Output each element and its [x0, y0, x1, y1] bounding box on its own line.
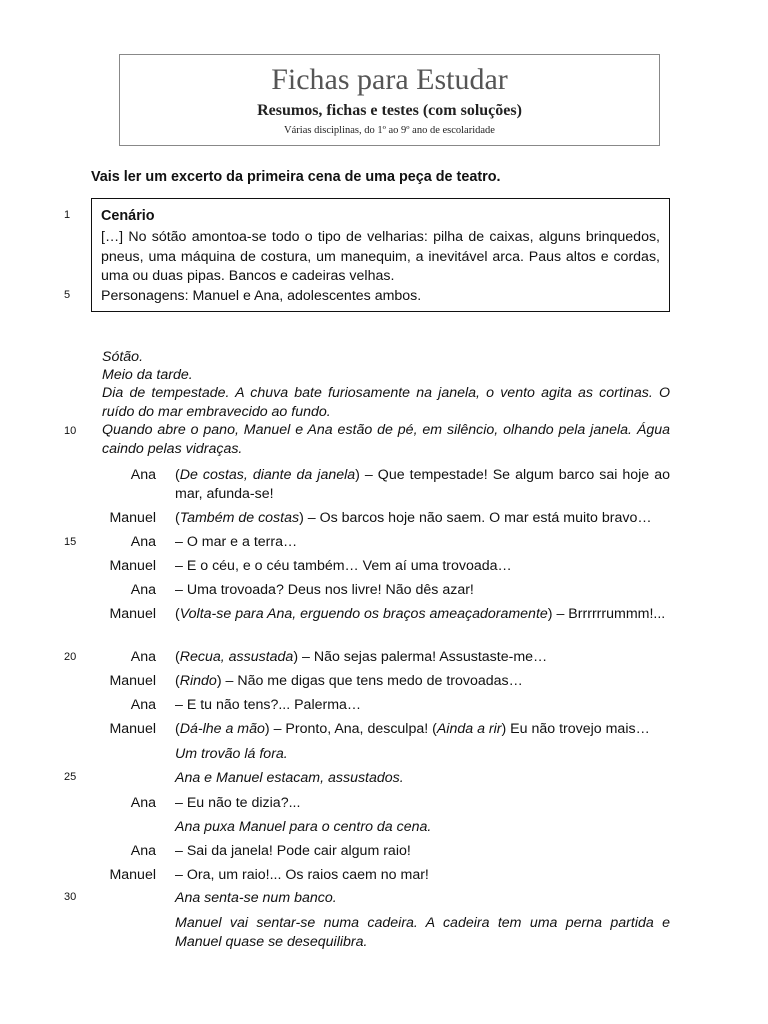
speech-content: – Os barcos hoje não saem. O mar está muito bravo…	[303, 510, 652, 526]
speaker-name: Ana	[130, 795, 156, 811]
speaker-name: Manuel	[109, 867, 156, 883]
stage-direction: Meio da tarde.	[102, 367, 193, 383]
speaker-name: Ana	[130, 649, 156, 665]
speech-text: (Dá-lhe a mão) – Pronto, Ana, desculpa! (Ainda a rir) Eu não trovejo mais…	[175, 721, 650, 737]
header-subtitle: Resumos, fichas e testes (com soluções)	[257, 102, 522, 119]
line-number: 1	[64, 209, 71, 221]
speech-text: – Uma trovoada? Deus nos livre! Não dês azar!	[175, 582, 474, 598]
speech-text: (De costas, diante da janela) – Que tempestade! Se algum barco sai hoje ao mar, afunda-se!	[175, 467, 670, 502]
speech-text: – Eu não te dizia?...	[175, 795, 301, 811]
stage-direction: Sótão.	[102, 349, 144, 365]
line-number: 20	[64, 651, 77, 663]
speech-content: – Não sejas palerma! Assustaste-me…	[298, 649, 548, 665]
speech-text: – E tu não tens?... Palerma…	[175, 697, 362, 713]
scene-heading: Cenário	[101, 208, 155, 224]
speaker-name: Ana	[130, 843, 156, 859]
line-number: 25	[64, 771, 77, 783]
speech-content: – Não me digas que tens medo de trovoadas…	[221, 673, 523, 689]
inline-stage-direction: Também de costas	[179, 510, 300, 526]
inline-stage-direction: Rindo	[179, 673, 217, 689]
inline-stage-direction: Volta-se para Ana, erguendo os braços ameaçadoramente	[179, 606, 548, 622]
speech-text: – Sai da janela! Pode cair algum raio!	[175, 843, 411, 859]
speaker-name: Manuel	[109, 673, 156, 689]
line-number: 5	[64, 289, 71, 301]
stage-direction: Um trovão lá fora.	[175, 746, 288, 762]
speaker-name: Manuel	[109, 606, 156, 622]
speech-text: – O mar e a terra…	[175, 534, 298, 550]
line-number: 30	[64, 891, 77, 903]
speech-text: – Ora, um raio!... Os raios caem no mar!	[175, 867, 429, 883]
header-box	[119, 54, 660, 146]
stage-direction: Quando abre o pano, Manuel e Ana estão de pé, em silêncio, olhando pela janela. Água caindo pelas vidraças.	[102, 422, 670, 457]
line-number: 15	[64, 536, 77, 548]
intro-instruction: Vais ler um excerto da primeira cena de uma peça de teatro.	[91, 169, 501, 185]
header-small-text: Várias disciplinas, do 1º ao 9º ano de escolaridade	[284, 125, 495, 136]
speech-content: – Que tempestade! Se algum barco sai hoje ao mar, afunda-se!	[175, 467, 670, 502]
speech-content: ) Eu não trovejo mais…	[501, 721, 650, 737]
speaker-name: Ana	[130, 534, 156, 550]
speaker-name: Ana	[130, 467, 156, 483]
line-number: 10	[64, 425, 77, 437]
stage-direction: Ana e Manuel estacam, assustados.	[175, 770, 404, 786]
header-title: Fichas para Estudar	[271, 63, 508, 96]
speaker-name: Manuel	[109, 558, 156, 574]
stage-direction: Ana senta-se num banco.	[175, 890, 337, 906]
speech-text: (Rindo) – Não me digas que tens medo de trovoadas…	[175, 673, 523, 689]
scene-description: […] No sótão amontoa-se todo o tipo de velharias: pilha de caixas, alguns brinquedos, pneus, uma máquina de costura, um manequim, a inevitável arca. Paus altos e cordas, uma ou duas pipas. Bancos e cadeiras velhas.	[101, 229, 660, 284]
speaker-name: Manuel	[109, 510, 156, 526]
speech-text: – E o céu, e o céu também… Vem aí uma trovoada…	[175, 558, 512, 574]
speech-text: (Volta-se para Ana, erguendo os braços ameaçadoramente) – Brrrrrrummm!...	[175, 606, 666, 622]
speaker-name: Ana	[130, 582, 156, 598]
inline-stage-direction: Recua, assustada	[179, 649, 294, 665]
speech-content: – Brrrrrrummm!...	[552, 606, 666, 622]
speaker-name: Ana	[130, 697, 156, 713]
inline-stage-direction: Dá-lhe a mão	[179, 721, 265, 737]
inline-stage-direction: Ainda a rir	[436, 721, 502, 737]
speech-content: – Pronto, Ana, desculpa! (	[269, 721, 437, 737]
inline-stage-direction: De costas, diante da janela	[179, 467, 356, 483]
stage-direction: Ana puxa Manuel para o centro da cena.	[175, 819, 432, 835]
stage-direction: Manuel vai sentar-se numa cadeira. A cadeira tem uma perna partida e Manuel quase se desequilibra.	[175, 915, 670, 950]
scene-box	[91, 198, 670, 312]
stage-direction: Dia de tempestade. A chuva bate furiosamente na janela, o vento agita as cortinas. O ruído do mar embravecido ao fundo.	[102, 385, 670, 420]
speech-text: (Recua, assustada) – Não sejas palerma! Assustaste-me…	[175, 649, 548, 665]
speaker-name: Manuel	[109, 721, 156, 737]
speech-text: (Também de costas) – Os barcos hoje não saem. O mar está muito bravo…	[175, 510, 652, 526]
scene-characters: Personagens: Manuel e Ana, adolescentes ambos.	[101, 287, 422, 304]
